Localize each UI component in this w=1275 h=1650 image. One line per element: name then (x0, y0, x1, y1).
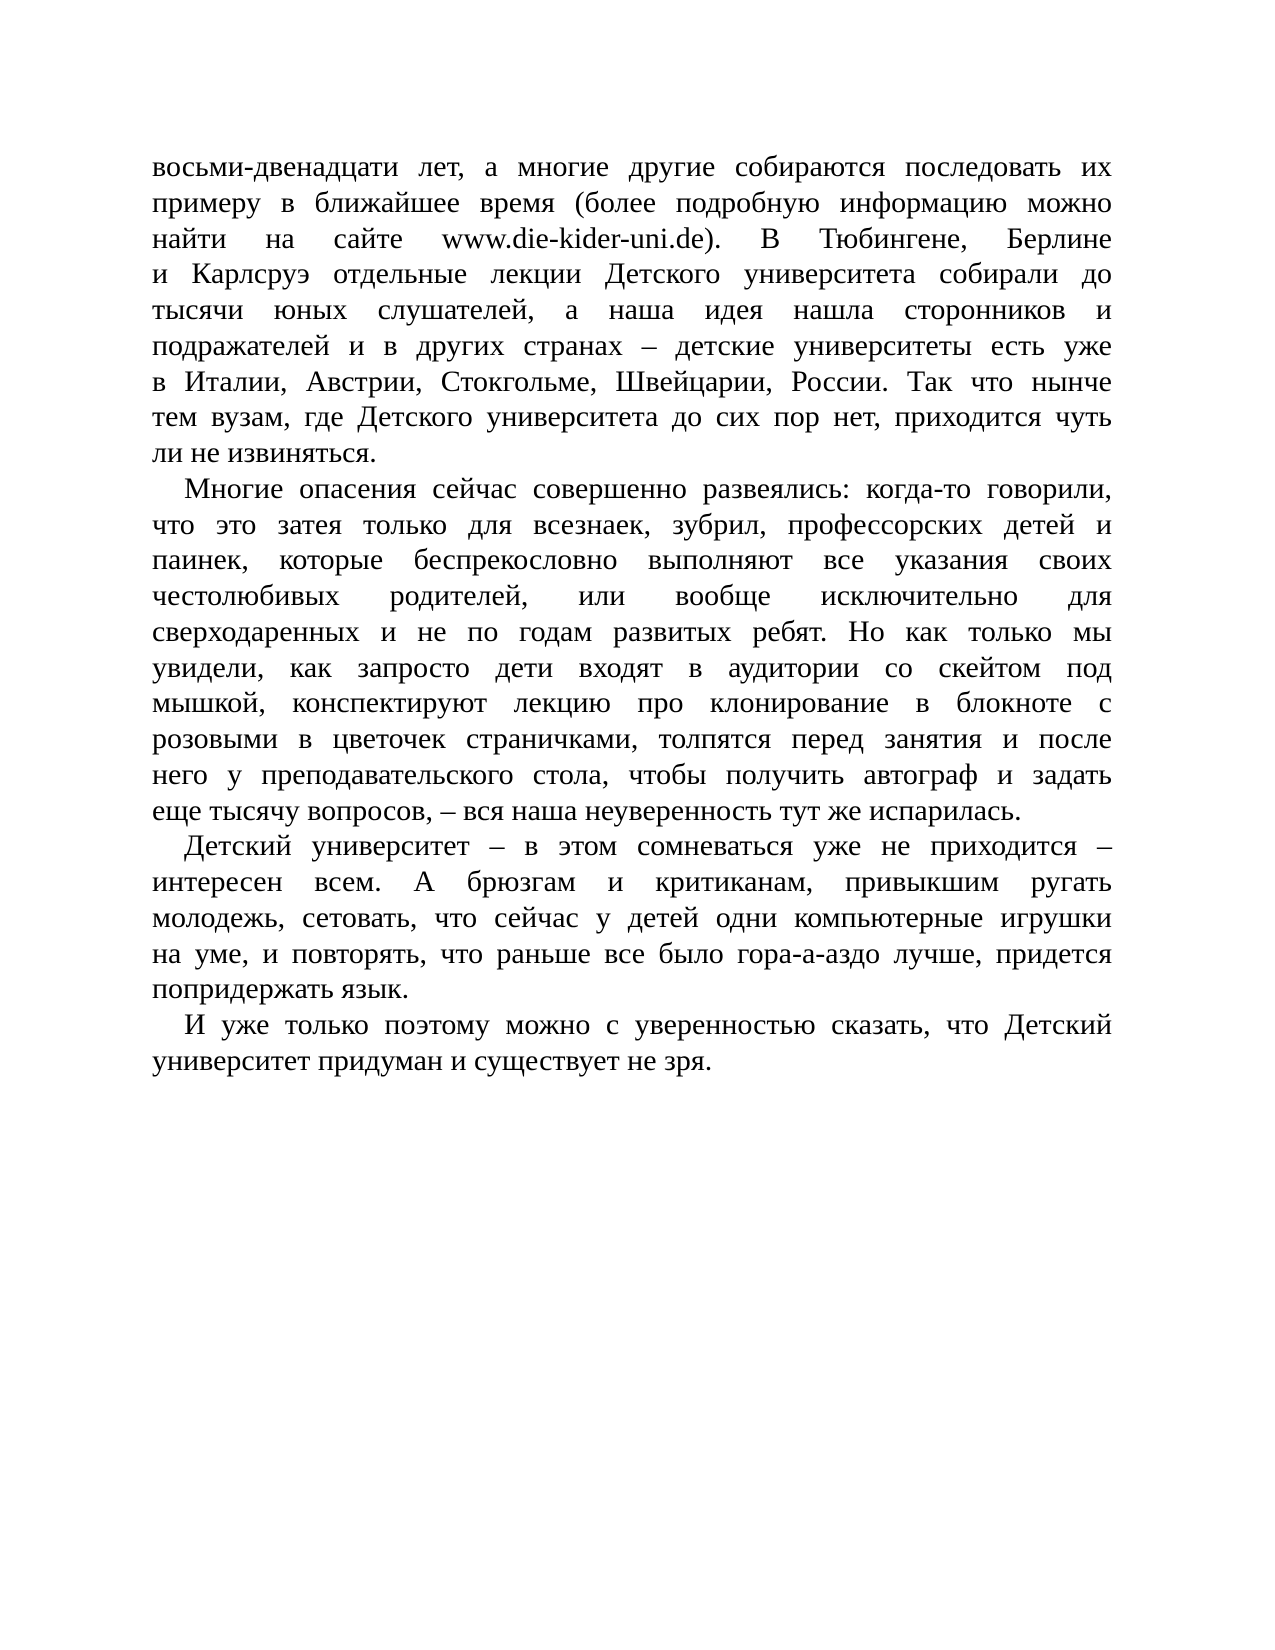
text-line: сверходаренных и не по годам развитых ребят. Но как только мы (152, 614, 1112, 648)
text-line: тысячи юных слушателей, а наша идея нашла сторонников и (152, 293, 1112, 326)
text-line: Детский университет – в этом сомневаться уже не приходится – (184, 829, 1112, 863)
text-line: найти на сайте www.die-kider-uni.de). В Тюбингене, Берлине (152, 221, 1112, 255)
text-line: восьми-двенадцати лет, а многие другие собираются последовать их (152, 150, 1112, 183)
text-line: университет придуман и существует не зря. (152, 1043, 713, 1077)
text-line: мышкой, конспектируют лекцию про клонирование в блокноте с (152, 686, 1112, 720)
text-line: увидели, как запросто дети входят в аудитории со скейтом под (152, 650, 1112, 684)
text-line: паинек, которые беспрекословно выполняют все указания своих (152, 543, 1112, 577)
text-line: и Карлсруэ отдельные лекции Детского университета собирали до (152, 257, 1112, 291)
paragraph (152, 149, 1112, 471)
paragraph (152, 471, 1112, 829)
text-line: него у преподавательского стола, чтобы получить автограф и задать (152, 757, 1112, 791)
text-line: И уже только поэтому можно с уверенностью сказать, что Детский (184, 1008, 1112, 1041)
text-line: что это затея только для всезнаек, зубрил, профессорских детей и (152, 507, 1112, 541)
text-line: розовыми в цветочек страничками, толпятся перед занятия и после (152, 722, 1112, 755)
text-line: примеру в ближайшее время (более подробную информацию можно (152, 185, 1112, 219)
text-line: честолюбивых родителей, или вообще исключительно для (152, 579, 1112, 612)
text-line: на уме, и повторять, что раньше все было гора-а-аздо лучше, придется (152, 936, 1112, 970)
text-line: подражателей и в других странах – детские университеты есть уже (152, 328, 1112, 362)
paragraph (152, 1007, 1112, 1079)
text-line: попридержать язык. (152, 972, 410, 1006)
text-block (152, 149, 1112, 1079)
text-line: в Италии, Австрии, Стокгольме, Швейцарии, России. Так что нынче (152, 364, 1112, 398)
text-line: еще тысячу вопросов, – вся наша неуверенность тут же испарилась. (152, 793, 1022, 827)
paragraph (152, 828, 1112, 1007)
text-line: ли не извиняться. (152, 436, 377, 469)
text-line: тем вузам, где Детского университета до сих пор нет, приходится чуть (152, 400, 1112, 434)
text-line: молодежь, сетовать, что сейчас у детей одни компьютерные игрушки (152, 900, 1112, 934)
text-line: Многие опасения сейчас совершенно развеялись: когда-то говорили, (184, 471, 1112, 505)
text-line: интересен всем. А брюзгам и критиканам, привыкшим ругать (152, 865, 1112, 898)
